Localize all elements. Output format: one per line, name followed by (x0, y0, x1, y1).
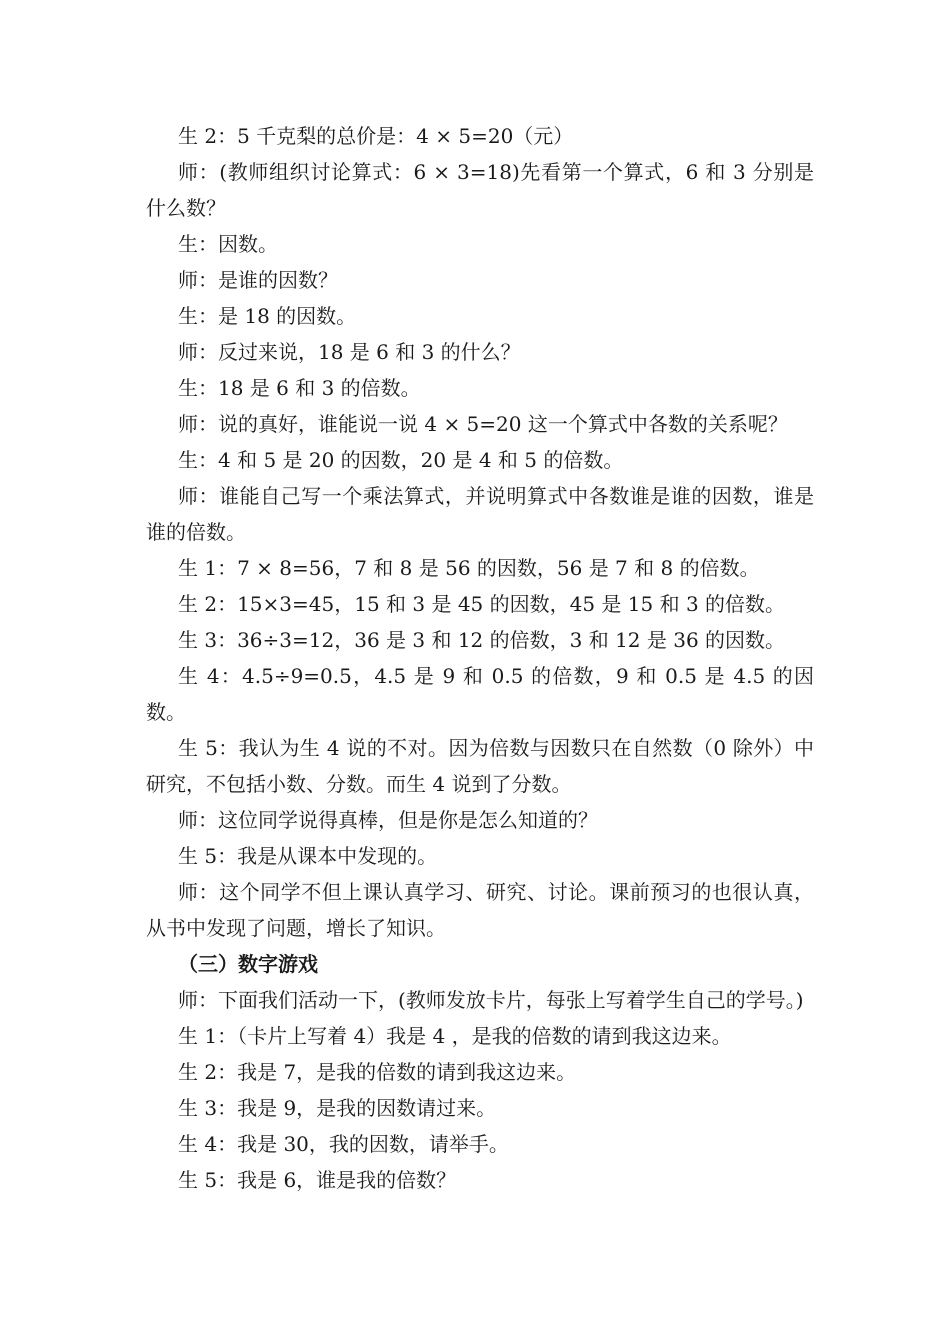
paragraph: 师：是谁的因数？ (178, 268, 338, 292)
paragraph: 师：(教师组织讨论算式：6 × 3=18)先看第一个算式，6 和 3 分别是什么数？ (146, 160, 814, 220)
paragraph: 师：下面我们活动一下，(教师发放卡片，每张上写着学生自己的学号。) (178, 988, 804, 1012)
paragraph: 师：谁能自己写一个乘法算式，并说明算式中各数谁是谁的因数，谁是谁的倍数。 (146, 484, 814, 544)
paragraph: 师：这位同学说得真棒，但是你是怎么知道的？ (178, 808, 598, 832)
paragraph: 师：这个同学不但上课认真学习、研究、讨论。课前预习的也很认真，从书中发现了问题，增长了知识。 (146, 880, 814, 940)
paragraph: 生 3：36÷3=12，36 是 3 和 12 的倍数，3 和 12 是 36 的因数。 (178, 628, 786, 652)
paragraph: 生 4：我是 30，我的因数，请举手。 (178, 1132, 509, 1156)
paragraph: 生 3：我是 9，是我的因数请过来。 (178, 1096, 497, 1120)
paragraph: 师：说的真好，谁能说一说 4 × 5=20 这一个算式中各数的关系呢？ (178, 412, 788, 436)
paragraph: 生：18 是 6 和 3 的倍数。 (178, 376, 421, 400)
paragraph: 生 5：我认为生 4 说的不对。因为倍数与因数只在自然数（0 除外）中研究，不包括小数、分数。而生 4 说到了分数。 (146, 736, 814, 796)
paragraph: 生：是 18 的因数。 (178, 304, 357, 328)
section-heading: （三）数字游戏 (178, 952, 318, 976)
paragraph: 生 2：15×3=45，15 和 3 是 45 的因数，45 是 15 和 3 的倍数。 (178, 592, 786, 616)
paragraph: 生 1：（卡片上写着 4）我是 4 ，是我的倍数的请到我这边来。 (178, 1024, 732, 1048)
document-body (146, 118, 814, 1198)
paragraph: 生 5：我是从课本中发现的。 (178, 844, 438, 868)
paragraph: 生 4：4.5÷9=0.5，4.5 是 9 和 0.5 的倍数，9 和 0.5 是 4.5 的因数。 (146, 664, 814, 724)
paragraph: 生 5：我是 6，谁是我的倍数？ (178, 1168, 457, 1192)
paragraph: 生 2：5 千克梨的总价是：4 × 5=20（元） (178, 124, 574, 148)
paragraph: 师：反过来说，18 是 6 和 3 的什么？ (178, 340, 521, 364)
paragraph: 生 1：7 × 8=56，7 和 8 是 56 的因数，56 是 7 和 8 的倍数。 (178, 556, 760, 580)
paragraph: 生：4 和 5 是 20 的因数，20 是 4 和 5 的倍数。 (178, 448, 624, 472)
paragraph: 生：因数。 (178, 232, 278, 256)
paragraph: 生 2：我是 7，是我的倍数的请到我这边来。 (178, 1060, 577, 1084)
